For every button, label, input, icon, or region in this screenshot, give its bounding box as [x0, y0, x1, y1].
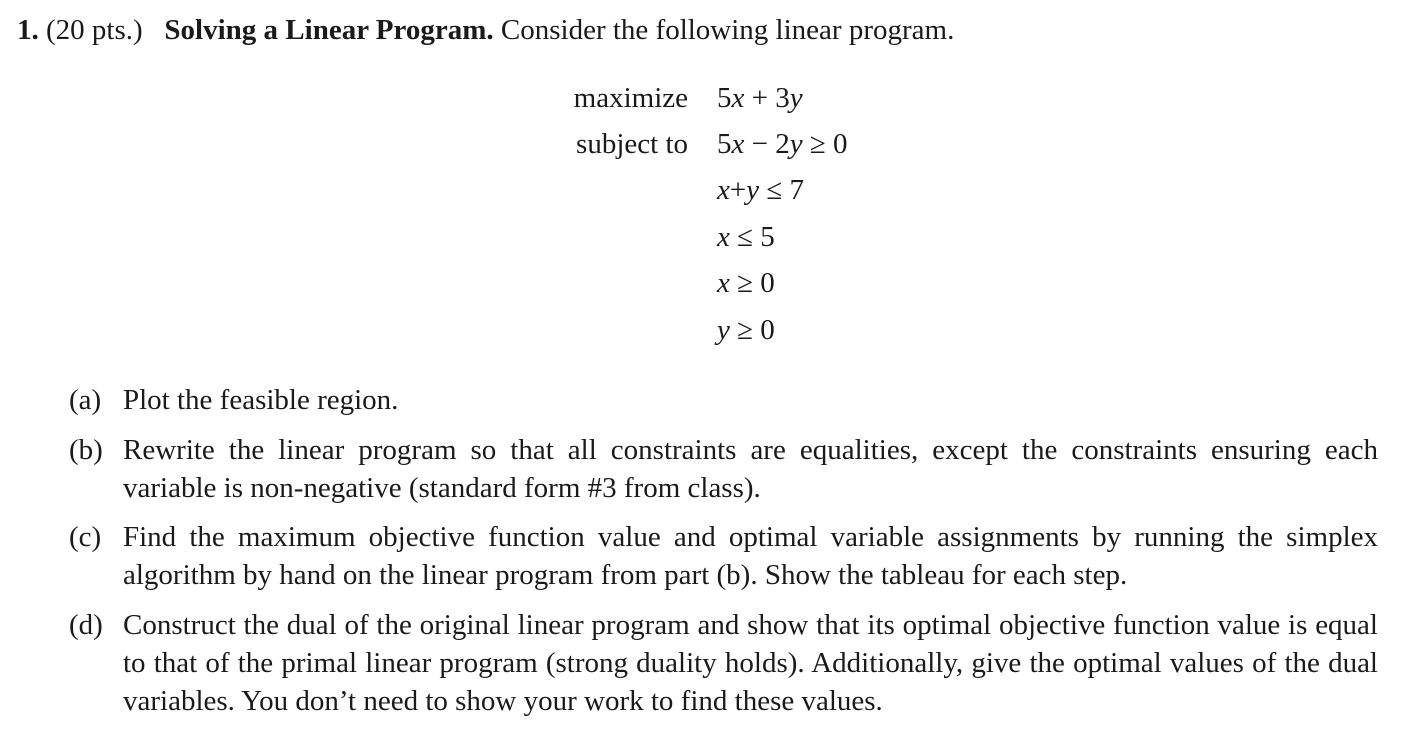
problem-points: (20 pts.): [46, 14, 143, 46]
constraint-3: x ≤ 5: [717, 221, 775, 253]
part-text-b: Rewrite the linear program so that all constraints are equalities, except the constraints ensuring each variable is non-negative (standard form #3 from class).: [123, 434, 1378, 504]
problem-number: 1.: [17, 14, 39, 46]
objective-label: maximize: [573, 82, 688, 114]
part-label-a: (a): [69, 384, 102, 416]
part-label-c: (c): [69, 521, 102, 553]
problem-title: Solving a Linear Program.: [164, 14, 494, 46]
part-text-a: Plot the feasible region.: [123, 384, 399, 416]
constraint-1: 5x − 2y ≥ 0: [717, 128, 848, 160]
part-text-d: Construct the dual of the original linear program and show that its optimal objective function value is equal to that of the primal linear program (strong duality holds). Additionally, give the optimal values of the dual variables. You don’t need to show your work to find these values.: [123, 609, 1378, 717]
part-text-c: Find the maximum objective function value and optimal variable assignments by running the simplex algorithm by hand on the linear program from part (b). Show the tableau for each step.: [123, 521, 1378, 591]
problem-intro: Consider the following linear program.: [500, 14, 955, 46]
constraint-4: x ≥ 0: [717, 267, 775, 299]
objective-expression: 5x + 3y: [717, 82, 803, 114]
constraint-5: y ≥ 0: [717, 314, 775, 346]
problem-header: [17, 12, 954, 48]
part-label-b: (b): [69, 434, 103, 466]
constraint-2: x+y ≤ 7: [717, 174, 805, 206]
part-label-d: (d): [69, 609, 103, 641]
constraint-label: subject to: [576, 128, 688, 160]
